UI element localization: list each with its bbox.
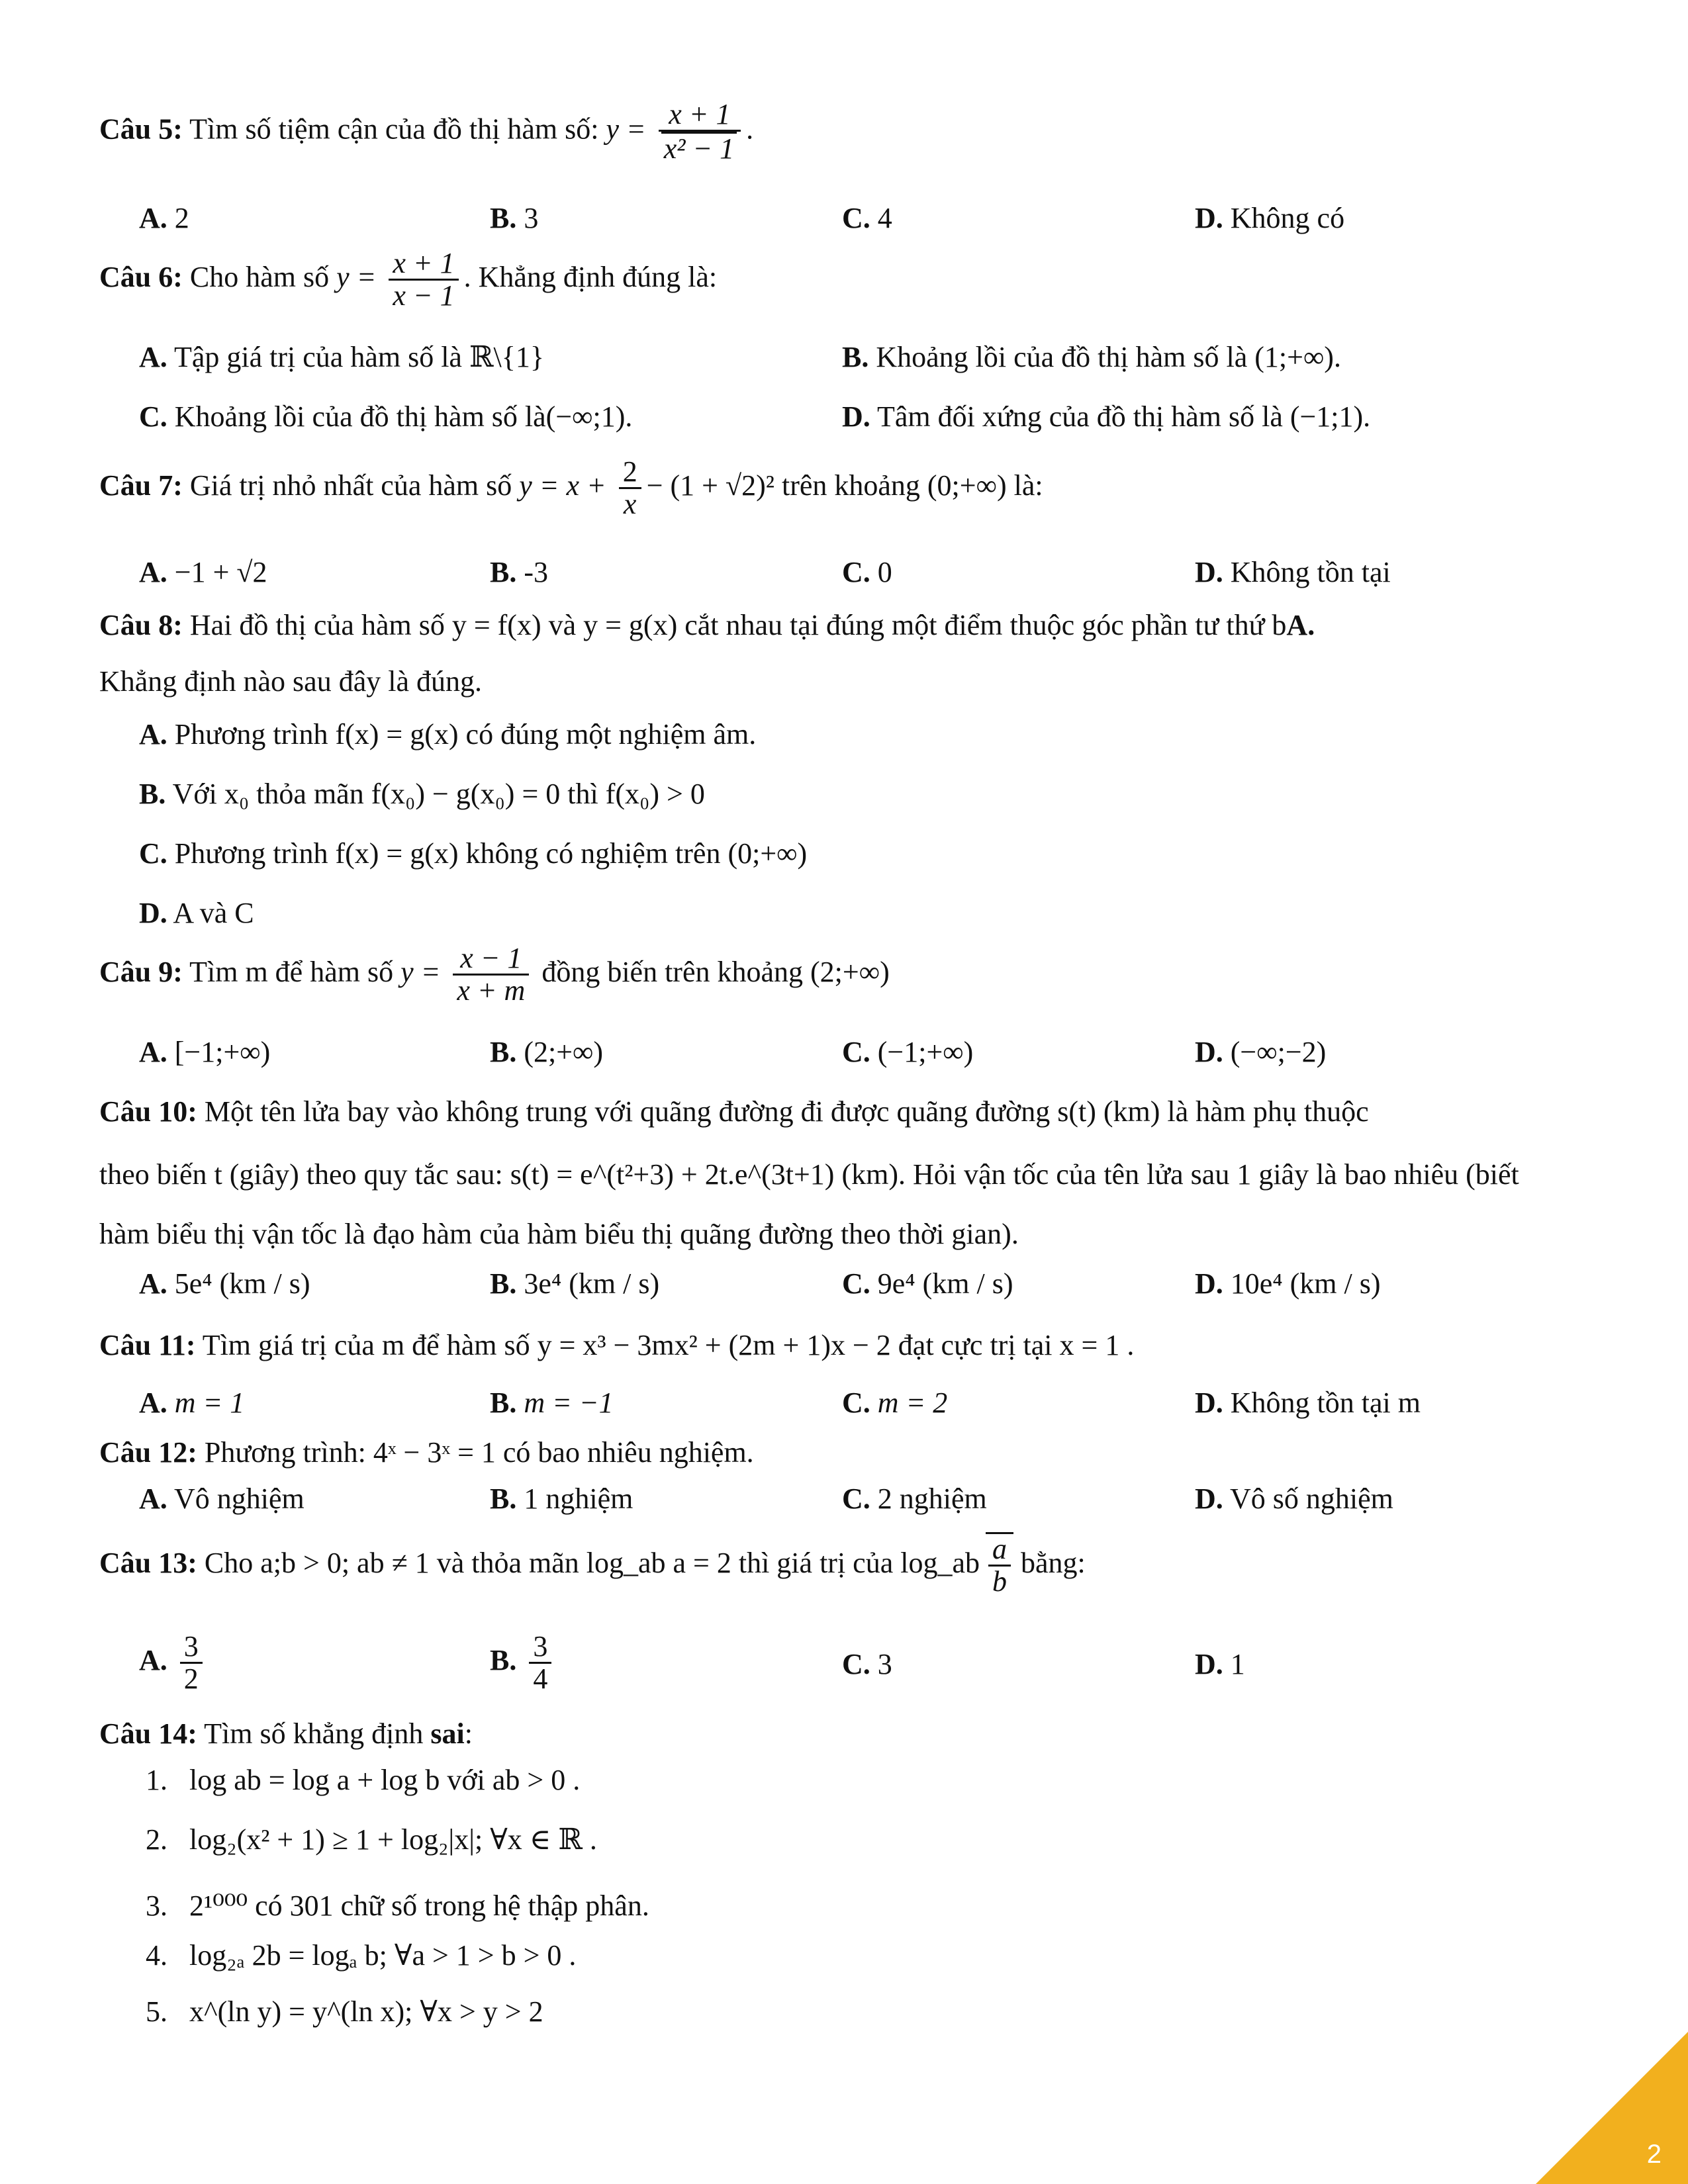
question-10-line3: hàm biểu thị vận tốc là đạo hàm của hàm biểu thị quãng đường theo thời gian). xyxy=(99,1218,1019,1250)
option-d: D. A và C xyxy=(139,897,254,929)
option-c: C. m = 2 xyxy=(842,1387,948,1419)
option-c: C. 2 nghiệm xyxy=(842,1482,987,1515)
question-6: Câu 6: Cho hàm số y = $\frac{x + 1}{x - 1}$ . Khẳng định đúng là: xyxy=(99,247,718,312)
option-d: D. 1 xyxy=(1195,1648,1245,1680)
option-d: D. Không có xyxy=(1195,202,1345,234)
option-b: B. Với x₀ thỏa mãn f(x₀) − g(x₀) = 0 thì f(x₀) > 0 xyxy=(139,778,705,810)
option-d: D. Tâm đối xứng của đồ thị hàm số là (−1;1). xyxy=(842,400,1371,433)
question-9: Câu 9: Tìm m để hàm số y = $\frac{x - 1}{x + m}$ đồng biến trên khoảng (2;+∞) xyxy=(99,942,890,1007)
option-b: B. 3e⁴ (km / s) xyxy=(490,1267,660,1300)
option-c: C. (−1;+∞) xyxy=(842,1036,974,1068)
option-a: A. −1 + √2 xyxy=(139,556,267,588)
question-14: Câu 14: Tìm số khẳng định sai: xyxy=(99,1717,473,1750)
option-c: C. 4 xyxy=(842,202,892,234)
question-8-line2: Khẳng định nào sau đây là đúng. xyxy=(99,665,482,698)
option-b: B. (2;+∞) xyxy=(490,1036,604,1068)
question-10: Câu 10: Một tên lửa bay vào không trung với quãng đường đi được quãng đường s(t) (km) là hàm phụ thuộc xyxy=(99,1095,1369,1128)
question-13: Câu 13: Cho a;b > 0; ab ≠ 1 và thỏa mãn log_ab a = 2 thì giá trị của log_ab $\frac{a}{b}$ bằng: xyxy=(99,1533,1086,1598)
page-corner-triangle xyxy=(1536,2032,1688,2184)
option-b: B. Khoảng lồi của đồ thị hàm số là (1;+∞). xyxy=(842,341,1341,373)
option-b: B. 3 xyxy=(490,202,539,234)
option-c: C. Phương trình f(x) = g(x) không có nghiệm trên (0;+∞) xyxy=(139,837,808,870)
option-d: D. (−∞;−2) xyxy=(1195,1036,1327,1068)
list-item: 1. log ab = log a + log b với ab > 0 . xyxy=(146,1764,581,1796)
option-d: D. 10e⁴ (km / s) xyxy=(1195,1267,1381,1300)
option-c: C. Khoảng lồi của đồ thị hàm số là(−∞;1). xyxy=(139,400,633,433)
option-a: A. m = 1 xyxy=(139,1387,245,1419)
option-a: A. Tập giá trị của hàm số là ℝ\{1} xyxy=(139,341,544,373)
page-number: 2 xyxy=(1646,2140,1662,2169)
question-10-line2: theo biến t (giây) theo quy tắc sau: s(t) = e^(t²+3) + 2t.e^(3t+1) (km). Hỏi vận tốc của tên lửa sau 1 giây là bao nhiêu (biết xyxy=(99,1158,1519,1191)
list-item: 2. log₂(x² + 1) ≥ 1 + log₂|x|; ∀x ∈ ℝ . xyxy=(146,1823,597,1856)
fraction: $\frac{x + 1}{x - 1}$ xyxy=(389,248,458,311)
fraction: $\frac{2}{x}$ xyxy=(619,457,641,520)
question-5: Câu 5: Tìm số tiệm cận của đồ thị hàm số: y = $\frac{x + 1}{\text{x² − 1}}$ . xyxy=(99,98,754,165)
option-a: A. Vô nghiệm xyxy=(139,1482,305,1515)
option-b: B. $\frac{3}{4}$ xyxy=(490,1631,557,1694)
option-c: C. 0 xyxy=(842,556,892,588)
question-12: Câu 12: Phương trình: 4ˣ − 3ˣ = 1 có bao nhiêu nghiệm. xyxy=(99,1436,754,1469)
list-item: 3. 2¹⁰⁰⁰ có 301 chữ số trong hệ thập phân. xyxy=(146,1889,649,1922)
fraction: $\frac{a}{b}$ xyxy=(988,1534,1011,1597)
list-item: 5. x^(ln y) = y^(ln x); ∀x > y > 2 xyxy=(146,1995,543,2028)
option-d: D. Không tồn tại m xyxy=(1195,1387,1421,1419)
option-d: D. Vô số nghiệm xyxy=(1195,1482,1393,1515)
option-a: A. Phương trình f(x) = g(x) có đúng một nghiệm âm. xyxy=(139,718,757,751)
option-b: B. -3 xyxy=(490,556,549,588)
option-a: A. $\frac{3}{2}$ xyxy=(139,1631,208,1694)
option-a: A. 5e⁴ (km / s) xyxy=(139,1267,310,1300)
option-d: D. Không tồn tại xyxy=(1195,556,1391,588)
option-a: A. [−1;+∞) xyxy=(139,1036,271,1068)
option-b: B. 1 nghiệm xyxy=(490,1482,633,1515)
fraction: $\frac{x - 1}{x + m}$ xyxy=(453,943,529,1006)
question-7: Câu 7: Giá trị nhỏ nhất của hàm số y = x + $\frac{2}{x}$ − (1 + √2)² trên khoảng (0;+∞) là: xyxy=(99,455,1043,521)
option-c: C. 9e⁴ (km / s) xyxy=(842,1267,1013,1300)
option-a: A. 2 xyxy=(139,202,189,234)
question-8: Câu 8: Hai đồ thị của hàm số y = f(x) và y = g(x) cắt nhau tại đúng một điểm thuộc góc phần tư thứ bA. xyxy=(99,609,1315,641)
option-c: C. 3 xyxy=(842,1648,892,1680)
question-11: Câu 11: Tìm giá trị của m để hàm số y = x³ − 3mx² + (2m + 1)x − 2 đạt cực trị tại x = 1 . xyxy=(99,1329,1135,1361)
list-item: 4. log₂ₐ 2b = logₐ b; ∀a > 1 > b > 0 . xyxy=(146,1939,577,1972)
fraction: $\frac{x + 1}{\text{x² − 1}}$ xyxy=(659,99,741,164)
option-b: B. m = −1 xyxy=(490,1387,614,1419)
